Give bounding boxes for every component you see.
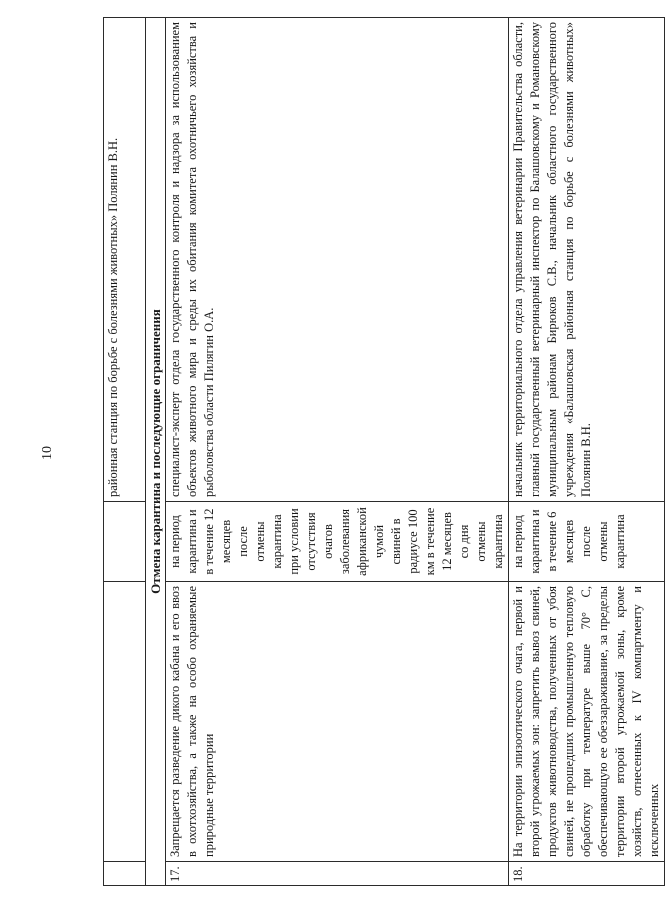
cell-responsible: районная станция по борьбе с болезнями животных» Полянин В.Н. — [104, 18, 146, 502]
measure-text: Запрещается разведение дикого кабана и его ввоз в охотхозяйства, а также на особо охраняемые природные территории — [166, 582, 509, 862]
responsible-text: специалист-эксперт отдела государственного контроля и надзора за использованием объектов животного мира и среды их обитания комитета охотничьего хозяйства и рыболовства области Пилягин О.А. — [166, 18, 509, 502]
term-text: на период карантина и в течение 12 месяцев после отмены карантина при условии отсутствия очагов заболевания африканской чумой свиней в радиусе 100 км в течение 12 месяцев со дня отмены карантина — [166, 502, 509, 582]
measures-table — [103, 17, 665, 886]
cell-num-empty — [104, 862, 146, 886]
measure-text: На территории эпизоотического очага, первой и второй угрожаемых зон: запретить вывоз свиней, продуктов животноводства, полученных от убоя свиней, не прошедших промышленную тепловую обработку при температуре выше 70° С, обеспечивающую ее обеззараживание, за пределы территории второй угрожаемой зоны, кроме хозяйств, отнесенных к IV компартменту и исключенных — [509, 582, 665, 862]
table-row-18 — [509, 18, 665, 886]
section-row — [146, 18, 166, 886]
term-text: на период карантина и в течение 6 месяцев после отмены карантина — [509, 502, 665, 582]
cell-measure-empty — [104, 582, 146, 862]
cell-term-empty — [104, 502, 146, 582]
table-container — [103, 18, 661, 886]
rotated-page — [103, 18, 661, 886]
table-row-top — [104, 18, 146, 886]
responsible-text: начальник территориального отдела управления ветеринарии Правительства области, главный государственный ветеринарный инспектор по Балашовскому и Романовскому муниципальным районам Бирюков С.В., начальник областного государственного учреждения «Балашовская районная станция по борьбе с болезнями животных» Полянин В.Н. — [509, 18, 665, 502]
section-title: Отмена карантина и последующие ограничения — [146, 18, 166, 886]
row-number: 17. — [166, 862, 509, 886]
row-number: 18. — [509, 862, 665, 886]
table-row-17 — [166, 18, 509, 886]
page-number: 10 — [40, 446, 55, 460]
